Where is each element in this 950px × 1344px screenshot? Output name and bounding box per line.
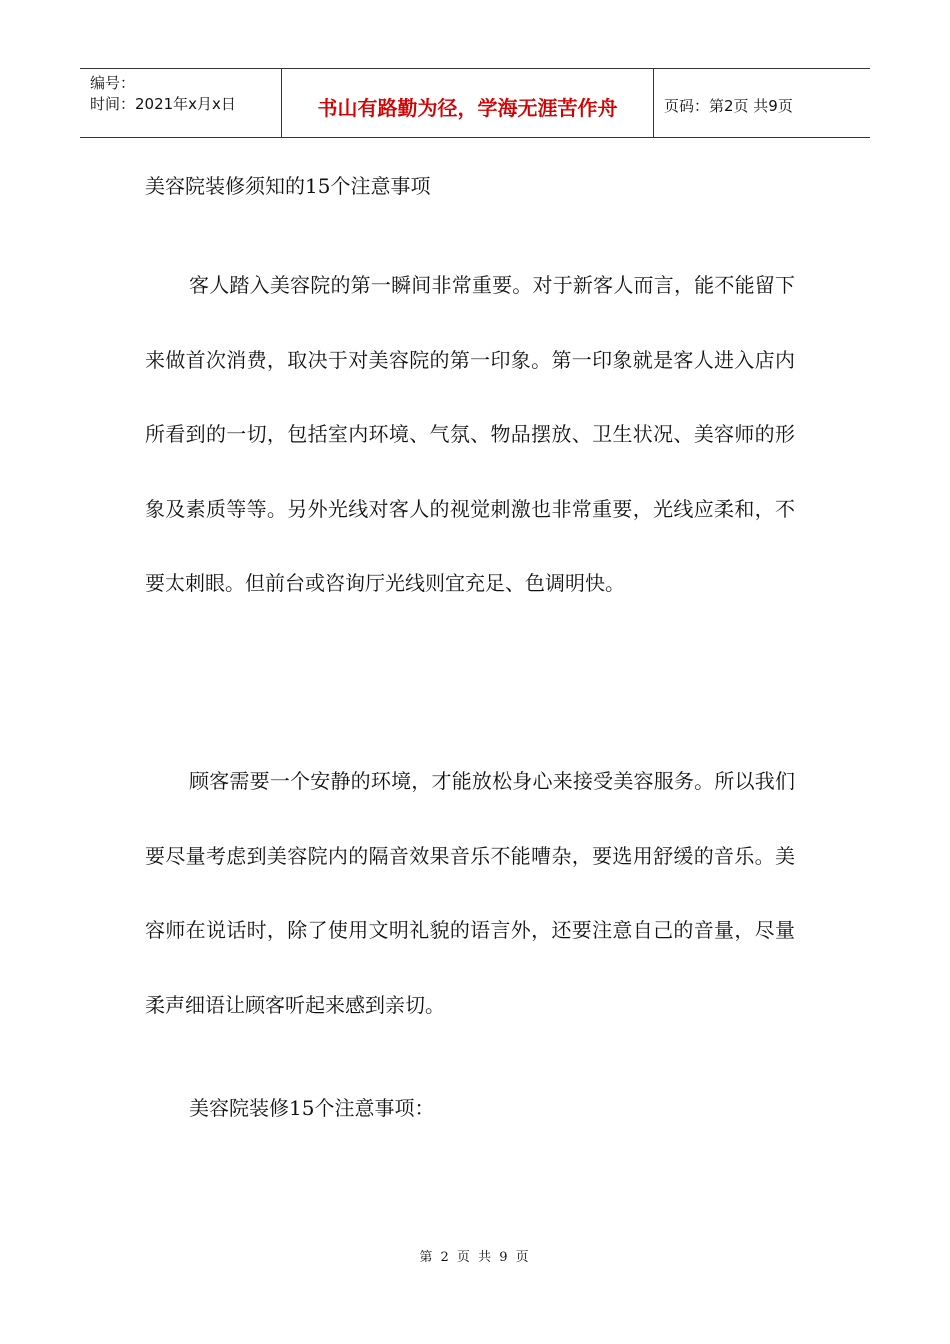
page-footer: 第 2 页 共 9 页 — [419, 1250, 531, 1265]
header-meta — [80, 69, 282, 137]
page-header — [80, 68, 870, 138]
paragraph-quiet-environment: 顾客需要一个安静的环境，才能放松身心来接受美容服务。所以我们要尽量考虑到美容院内的隔音效果音乐不能嘈杂，要选用舒缓的音乐。美容师在说话时，除了使用文明礼貌的语言外，还要注意自己的音量，尽量柔声细语让顾客听起来感到亲切。 — [145, 769, 795, 1017]
paragraph-list-intro: 美容院装修15个注意事项： — [189, 1096, 435, 1120]
header-motto: 书山有路勤为径，学海无涯苦作舟 — [282, 69, 654, 137]
paragraph-first-impression: 客人踏入美容院的第一瞬间非常重要。对于新客人而言，能不能留下来做首次消费，取决于对美容院的第一印象。第一印象就是客人进入店内所看到的一切，包括室内环境、气氛、物品摆放、卫生状况、美容师的形象及素质等等。另外光线对客人的视觉刺激也非常重要，光线应柔和，不要太刺眼。但前台或咨询厅光线则宜充足、色调明快。 — [145, 273, 795, 595]
document-title: 美容院装修须知的15个注意事项 — [145, 174, 431, 198]
header-page-info: 页码：第2页 共9页 — [664, 96, 793, 115]
document-date-label: 时间：2021年x月x日 — [90, 95, 236, 113]
document-number-label: 编号： — [90, 74, 136, 92]
